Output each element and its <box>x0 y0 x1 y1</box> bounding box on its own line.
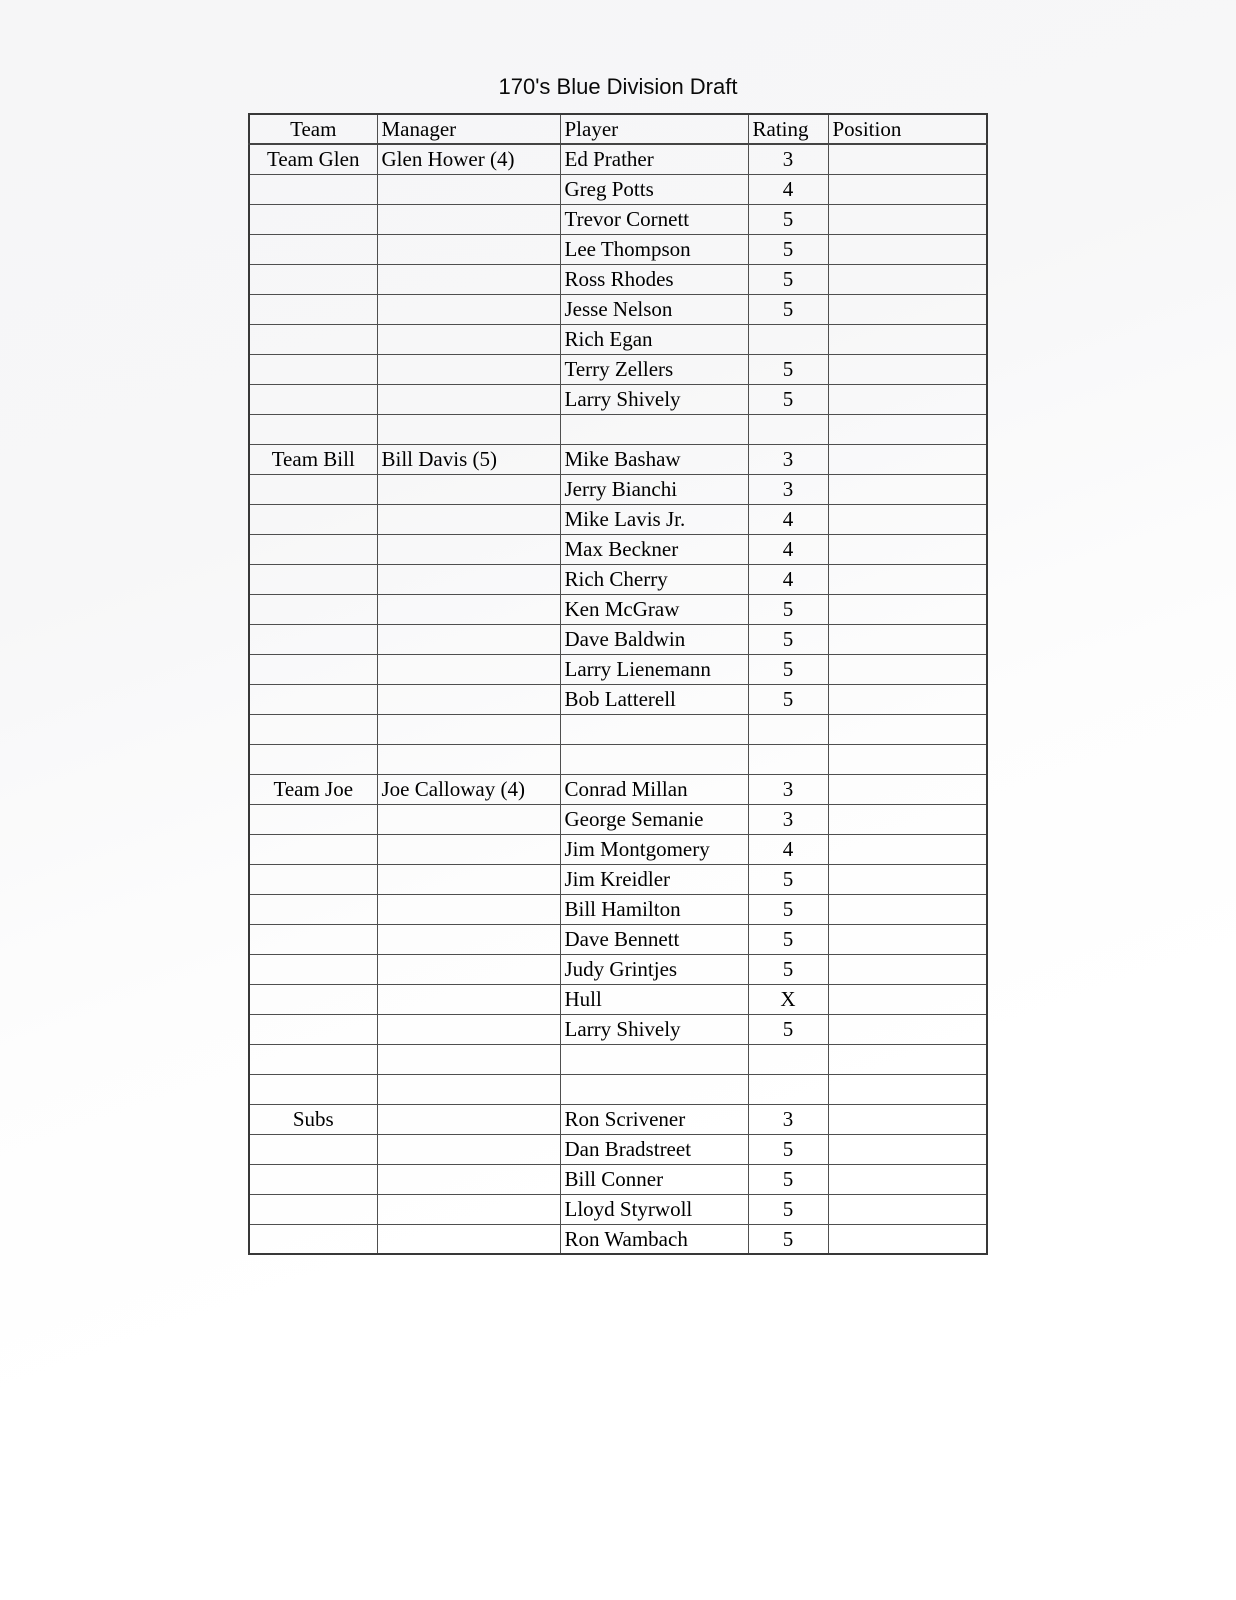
cell-team <box>249 834 377 864</box>
cell-team <box>249 804 377 834</box>
table-row <box>249 714 987 744</box>
cell-team <box>249 354 377 384</box>
table-row <box>249 1224 987 1254</box>
cell-manager <box>377 324 560 354</box>
cell-manager <box>377 354 560 384</box>
cell-player: Ron Scrivener <box>560 1104 748 1134</box>
cell-position <box>828 1074 987 1104</box>
cell-rating: 5 <box>748 294 828 324</box>
table-row <box>249 744 987 774</box>
cell-rating <box>748 1044 828 1074</box>
header-rating: Rating <box>748 114 828 144</box>
cell-team <box>249 1074 377 1104</box>
cell-manager <box>377 534 560 564</box>
cell-team: Team Glen <box>249 144 377 174</box>
cell-player: Conrad Millan <box>560 774 748 804</box>
cell-rating: 3 <box>748 774 828 804</box>
cell-rating: 5 <box>748 1014 828 1044</box>
cell-player: Judy Grintjes <box>560 954 748 984</box>
cell-team <box>249 1194 377 1224</box>
cell-player <box>560 744 748 774</box>
cell-manager <box>377 1164 560 1194</box>
cell-position <box>828 1224 987 1254</box>
cell-rating <box>748 714 828 744</box>
cell-team: Team Bill <box>249 444 377 474</box>
table-row <box>249 774 987 804</box>
header-team: Team <box>249 114 377 144</box>
cell-rating: 3 <box>748 444 828 474</box>
cell-team <box>249 714 377 744</box>
cell-rating: 5 <box>748 354 828 384</box>
table-row <box>249 894 987 924</box>
draft-table <box>248 113 988 1255</box>
cell-team <box>249 534 377 564</box>
table-row <box>249 804 987 834</box>
cell-rating: 5 <box>748 1194 828 1224</box>
cell-manager <box>377 174 560 204</box>
table-row <box>249 564 987 594</box>
cell-rating <box>748 744 828 774</box>
cell-position <box>828 774 987 804</box>
cell-team <box>249 174 377 204</box>
cell-position <box>828 504 987 534</box>
cell-position <box>828 414 987 444</box>
cell-rating: 5 <box>748 684 828 714</box>
table-row <box>249 354 987 384</box>
table-row <box>249 384 987 414</box>
cell-player <box>560 414 748 444</box>
cell-position <box>828 1194 987 1224</box>
cell-team <box>249 1044 377 1074</box>
cell-position <box>828 594 987 624</box>
cell-manager <box>377 684 560 714</box>
cell-position <box>828 864 987 894</box>
cell-player: Mike Bashaw <box>560 444 748 474</box>
header-position: Position <box>828 114 987 144</box>
cell-player <box>560 714 748 744</box>
cell-position <box>828 174 987 204</box>
cell-player: Hull <box>560 984 748 1014</box>
cell-player: Ed Prather <box>560 144 748 174</box>
table-row <box>249 1164 987 1194</box>
cell-position <box>828 924 987 954</box>
cell-position <box>828 894 987 924</box>
cell-manager <box>377 1224 560 1254</box>
cell-manager <box>377 864 560 894</box>
cell-player: Dave Bennett <box>560 924 748 954</box>
table-row <box>249 654 987 684</box>
cell-team <box>249 414 377 444</box>
cell-position <box>828 984 987 1014</box>
table-row <box>249 144 987 174</box>
cell-player <box>560 1074 748 1104</box>
cell-team <box>249 294 377 324</box>
cell-rating: 5 <box>748 894 828 924</box>
cell-position <box>828 294 987 324</box>
table-row <box>249 234 987 264</box>
cell-player: Terry Zellers <box>560 354 748 384</box>
table-row <box>249 594 987 624</box>
cell-manager: Glen Hower (4) <box>377 144 560 174</box>
cell-manager <box>377 1104 560 1134</box>
cell-position <box>828 1104 987 1134</box>
cell-player: Bill Conner <box>560 1164 748 1194</box>
cell-rating: 4 <box>748 534 828 564</box>
table-row <box>249 924 987 954</box>
cell-manager <box>377 264 560 294</box>
table-body <box>249 144 987 1254</box>
cell-player: Dave Baldwin <box>560 624 748 654</box>
cell-position <box>828 624 987 654</box>
cell-team <box>249 1134 377 1164</box>
cell-team: Team Joe <box>249 774 377 804</box>
cell-team <box>249 894 377 924</box>
header-manager: Manager <box>377 114 560 144</box>
cell-manager <box>377 594 560 624</box>
cell-position <box>828 1044 987 1074</box>
cell-manager <box>377 624 560 654</box>
cell-rating: 3 <box>748 474 828 504</box>
cell-rating: 5 <box>748 384 828 414</box>
cell-team <box>249 234 377 264</box>
cell-position <box>828 204 987 234</box>
cell-manager <box>377 744 560 774</box>
cell-player: Max Beckner <box>560 534 748 564</box>
table-row <box>249 1134 987 1164</box>
cell-manager <box>377 384 560 414</box>
table-row <box>249 954 987 984</box>
cell-rating: 5 <box>748 654 828 684</box>
cell-rating: 5 <box>748 954 828 984</box>
cell-position <box>828 834 987 864</box>
cell-position <box>828 444 987 474</box>
cell-team <box>249 564 377 594</box>
cell-rating: 5 <box>748 1134 828 1164</box>
cell-manager: Joe Calloway (4) <box>377 774 560 804</box>
cell-manager <box>377 1044 560 1074</box>
header-row <box>249 114 987 144</box>
table-row <box>249 624 987 654</box>
cell-team <box>249 1224 377 1254</box>
cell-player: Jim Kreidler <box>560 864 748 894</box>
table-row <box>249 504 987 534</box>
cell-position <box>828 354 987 384</box>
cell-rating: 5 <box>748 264 828 294</box>
cell-player: Greg Potts <box>560 174 748 204</box>
cell-manager <box>377 564 560 594</box>
cell-manager <box>377 804 560 834</box>
cell-manager <box>377 1074 560 1104</box>
cell-player: Lloyd Styrwoll <box>560 1194 748 1224</box>
cell-team <box>249 684 377 714</box>
cell-team <box>249 324 377 354</box>
table-row <box>249 1044 987 1074</box>
cell-player: Larry Shively <box>560 384 748 414</box>
cell-position <box>828 534 987 564</box>
cell-position <box>828 684 987 714</box>
cell-position <box>828 324 987 354</box>
table-row <box>249 444 987 474</box>
cell-manager <box>377 414 560 444</box>
cell-team <box>249 474 377 504</box>
cell-manager: Bill Davis (5) <box>377 444 560 474</box>
table-row <box>249 864 987 894</box>
cell-manager <box>377 504 560 534</box>
cell-rating: 3 <box>748 144 828 174</box>
cell-team <box>249 654 377 684</box>
cell-player: George Semanie <box>560 804 748 834</box>
cell-team <box>249 864 377 894</box>
cell-team <box>249 984 377 1014</box>
cell-rating: 5 <box>748 594 828 624</box>
cell-player: Rich Cherry <box>560 564 748 594</box>
cell-manager <box>377 204 560 234</box>
table-row <box>249 1074 987 1104</box>
cell-position <box>828 1164 987 1194</box>
cell-rating: 4 <box>748 174 828 204</box>
table-row <box>249 414 987 444</box>
table-row <box>249 324 987 354</box>
cell-player: Rich Egan <box>560 324 748 354</box>
cell-player: Jerry Bianchi <box>560 474 748 504</box>
cell-rating: X <box>748 984 828 1014</box>
cell-player: Bill Hamilton <box>560 894 748 924</box>
cell-team <box>249 954 377 984</box>
cell-team: Subs <box>249 1104 377 1134</box>
cell-rating: 5 <box>748 1224 828 1254</box>
table-row <box>249 174 987 204</box>
cell-player <box>560 1044 748 1074</box>
cell-manager <box>377 924 560 954</box>
cell-rating: 5 <box>748 864 828 894</box>
cell-position <box>828 564 987 594</box>
cell-team <box>249 1014 377 1044</box>
table-row <box>249 1194 987 1224</box>
cell-manager <box>377 294 560 324</box>
cell-position <box>828 954 987 984</box>
cell-manager <box>377 954 560 984</box>
cell-manager <box>377 1014 560 1044</box>
cell-rating: 5 <box>748 234 828 264</box>
cell-manager <box>377 834 560 864</box>
cell-manager <box>377 894 560 924</box>
cell-rating: 4 <box>748 564 828 594</box>
cell-position <box>828 654 987 684</box>
cell-rating: 4 <box>748 834 828 864</box>
table-row <box>249 294 987 324</box>
cell-rating: 3 <box>748 804 828 834</box>
table-row <box>249 1014 987 1044</box>
cell-position <box>828 804 987 834</box>
cell-position <box>828 144 987 174</box>
table-row <box>249 684 987 714</box>
table-row <box>249 834 987 864</box>
table-row <box>249 984 987 1014</box>
cell-team <box>249 1164 377 1194</box>
cell-manager <box>377 1194 560 1224</box>
table-row <box>249 264 987 294</box>
cell-player: Dan Bradstreet <box>560 1134 748 1164</box>
cell-position <box>828 384 987 414</box>
cell-team <box>249 384 377 414</box>
cell-player: Mike Lavis Jr. <box>560 504 748 534</box>
cell-position <box>828 1134 987 1164</box>
cell-rating: 5 <box>748 1164 828 1194</box>
table-row <box>249 474 987 504</box>
cell-rating: 4 <box>748 504 828 534</box>
cell-rating <box>748 414 828 444</box>
cell-position <box>828 744 987 774</box>
cell-player: Bob Latterell <box>560 684 748 714</box>
header-player: Player <box>560 114 748 144</box>
table-row <box>249 204 987 234</box>
cell-position <box>828 474 987 504</box>
cell-team <box>249 624 377 654</box>
cell-manager <box>377 984 560 1014</box>
cell-player: Larry Lienemann <box>560 654 748 684</box>
cell-team <box>249 504 377 534</box>
cell-player: Larry Shively <box>560 1014 748 1044</box>
cell-manager <box>377 714 560 744</box>
cell-position <box>828 264 987 294</box>
cell-rating <box>748 324 828 354</box>
cell-team <box>249 264 377 294</box>
cell-rating: 5 <box>748 924 828 954</box>
table-row <box>249 534 987 564</box>
cell-player: Trevor Cornett <box>560 204 748 234</box>
page-title: 170's Blue Division Draft <box>498 74 738 99</box>
table-row <box>249 1104 987 1134</box>
cell-rating: 5 <box>748 204 828 234</box>
cell-player: Ron Wambach <box>560 1224 748 1254</box>
cell-team <box>249 744 377 774</box>
cell-player: Jesse Nelson <box>560 294 748 324</box>
cell-player: Lee Thompson <box>560 234 748 264</box>
cell-manager <box>377 654 560 684</box>
cell-manager <box>377 234 560 264</box>
cell-position <box>828 234 987 264</box>
cell-team <box>249 924 377 954</box>
cell-position <box>828 1014 987 1044</box>
cell-rating: 5 <box>748 624 828 654</box>
cell-position <box>828 714 987 744</box>
cell-rating: 3 <box>748 1104 828 1134</box>
cell-player: Ken McGraw <box>560 594 748 624</box>
cell-player: Jim Montgomery <box>560 834 748 864</box>
cell-player: Ross Rhodes <box>560 264 748 294</box>
cell-manager <box>377 1134 560 1164</box>
cell-manager <box>377 474 560 504</box>
cell-rating <box>748 1074 828 1104</box>
cell-team <box>249 594 377 624</box>
cell-team <box>249 204 377 234</box>
